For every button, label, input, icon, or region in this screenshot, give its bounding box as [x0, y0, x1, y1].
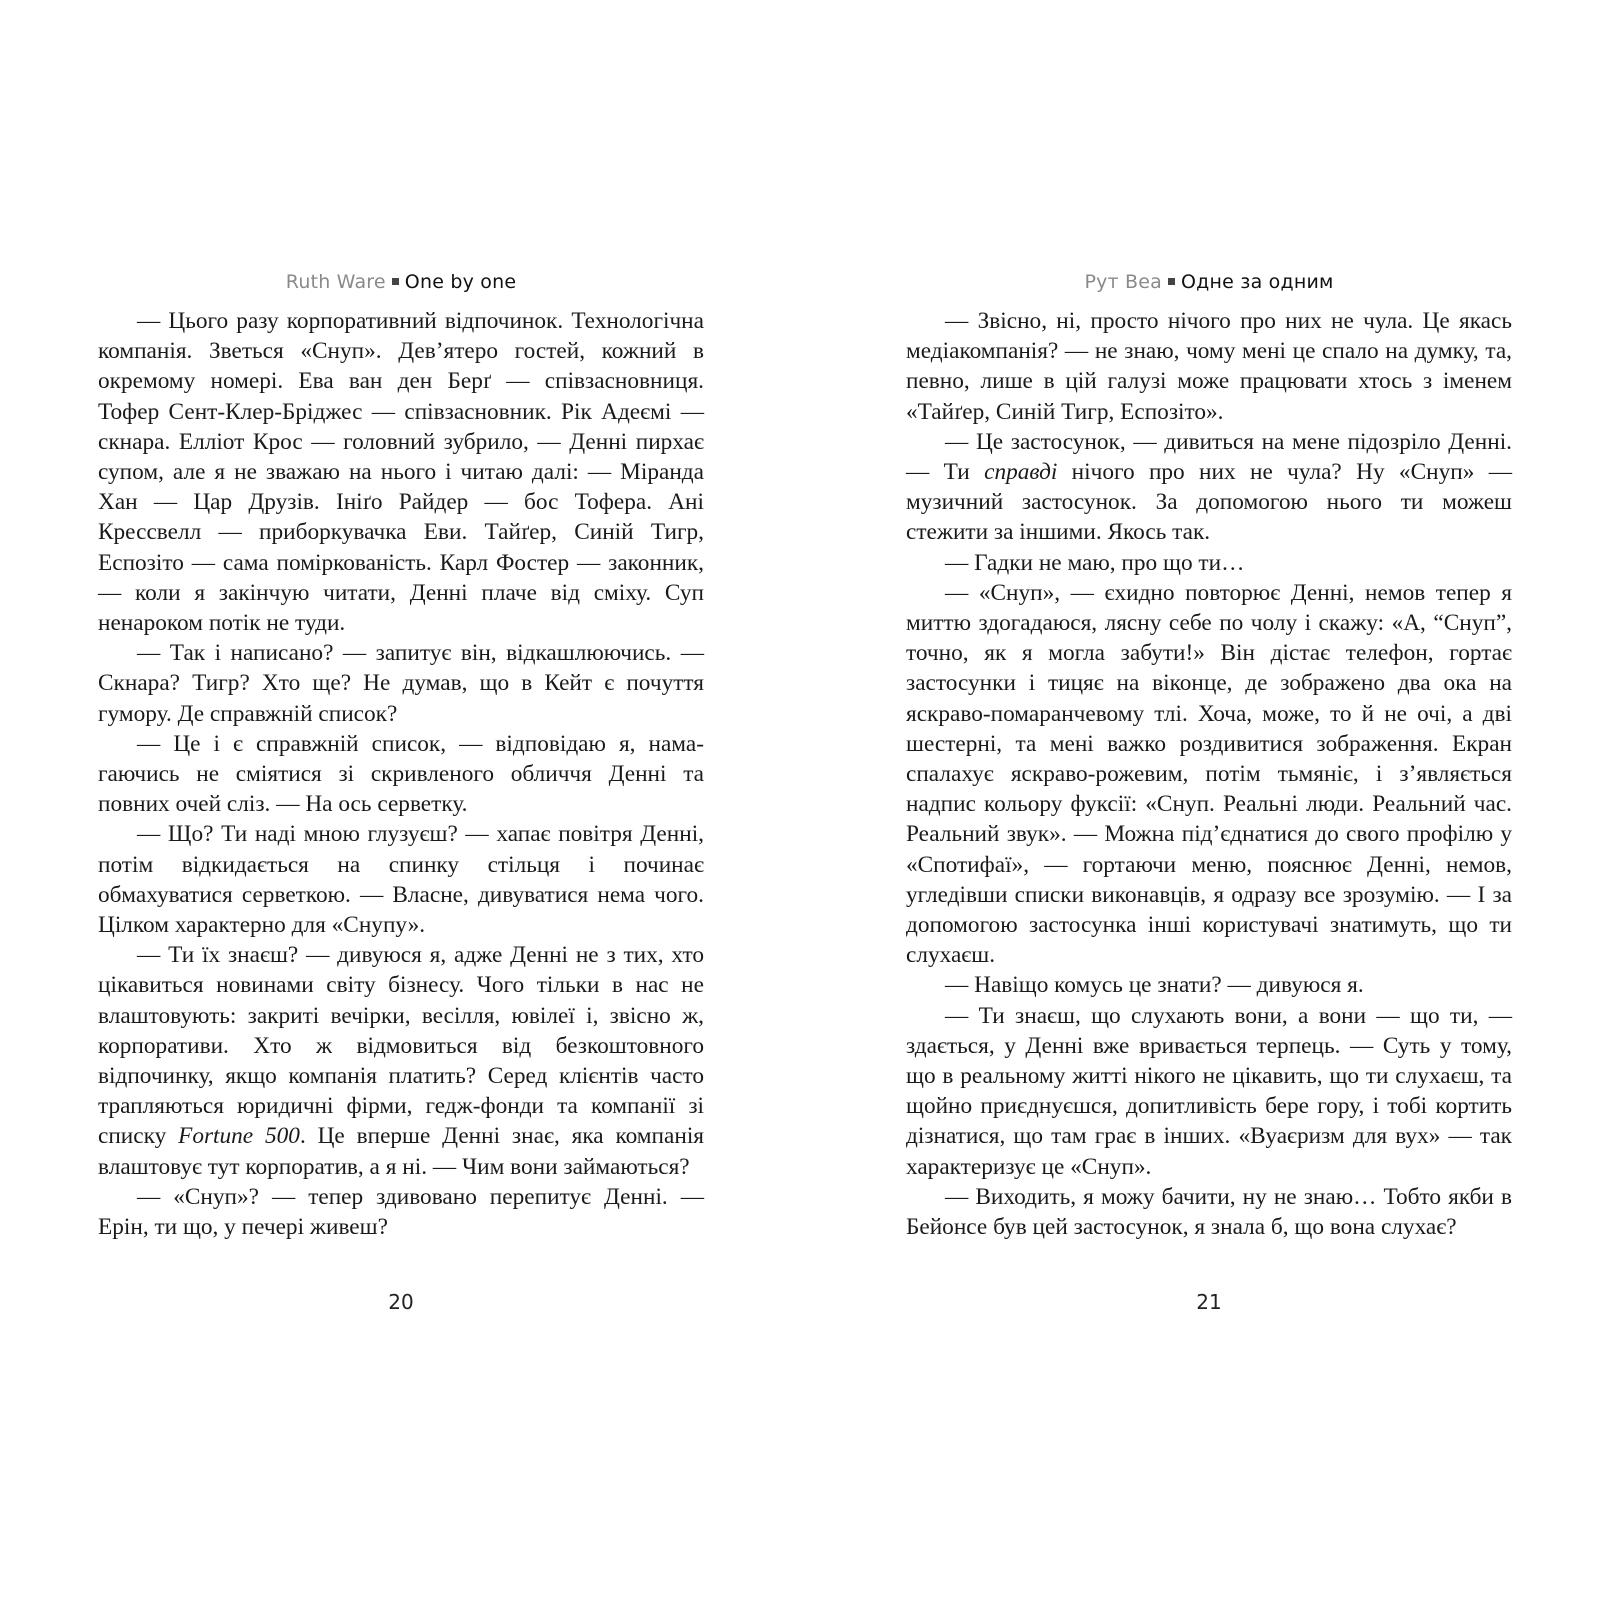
text-run: нічого про них не чула? Ну «Снуп» — музичний застосунок. За допомогою нього ти можеш стежити за іншими. Якось так. [906, 459, 1512, 546]
paragraph [98, 819, 704, 940]
paragraph [906, 427, 1512, 548]
paragraph [98, 638, 704, 729]
text-run: . Це вперше Денні знає, яка компанія влаштовує тут корпоратив, а я ні. — Чим вони займаються? [98, 1123, 705, 1180]
text-run: — Це і є справжній список, — відповідаю я, намагаючись не сміятися зі скривленого обличчя Денні та повних очей сліз. — На ось серветку. [98, 730, 704, 818]
paragraph [906, 306, 1512, 427]
paragraph [906, 548, 1512, 578]
left-page [98, 268, 704, 1242]
text-run: — Цього разу корпоративний відпочинок. Технологічна компанія. Зветься «Снуп». Дев’ятеро гостей, кожний в окремому номері. Ева ван ден Берґ — співзасновниця. Тофер Сент-Клер-Бріджес — співзасновник. Рік Адеємі — скнара. Елліот Крос — головний зубрило, — Денні пирхає супом, але я не зважаю на нього і читаю далі: — Міранда Хан — Цар Друзів. Ініґо Райдер — бос Тофера. Ані Крессвелл — приборкувачка Еви. Тайґер, Синій Тигр, Еспозіто — сама поміркованість. Карл Фостер — законник, — коли я закінчую читати, Денні плаче від сміху. Суп ненароком потік не туди. [98, 308, 704, 637]
text-run: — Навіщо комусь це знати? — дивуюся я. [945, 972, 1364, 999]
paragraph [906, 1001, 1512, 1182]
separator-square-icon [1168, 278, 1175, 285]
text-run: — Ти їх знаєш? — дивуюся я, адже Денні не з тих, хто цікавиться новинами світу бізнесу. Чого тільки в нас не влаштовують: закриті вечірки, весілля, ювілеї і, звісно ж, корпоративи. Хто ж відмовиться від безкоштовного відпочинку, якщо компанія платить? Серед клієнтів часто трапляються юридичні фірми, гедж-фонди та компанії зі списку [98, 942, 704, 1150]
text-run: — Гадки не маю, про що ти… [945, 549, 1245, 576]
paragraph [98, 1182, 704, 1242]
text-run: — Звісно, ні, просто нічого про них не чула. Це якась медіакомпанія? — не знаю, чому мені це спало на думку, та, певно, лише в цій галузі може працювати хтось з іменем «Тайґер, Синій Тигр, Еспозіто». [906, 308, 1512, 425]
text-run: — Так і написано? — запитує він, відкашлюючись. — Скнара? Тигр? Хто ще? Не думав, що в Кейт є почуття гумору. Де справжній список? [98, 640, 704, 727]
paragraph [98, 306, 704, 638]
page-number-left: 20 [388, 1290, 414, 1314]
body-text-right [906, 306, 1512, 1242]
italic-text: Fortune 500 [178, 1123, 300, 1150]
separator-square-icon [392, 278, 399, 285]
paragraph [98, 940, 704, 1182]
running-head-author: Ruth Ware [285, 271, 386, 293]
page-number-right: 21 [1196, 1290, 1222, 1314]
running-head-author: Рут Веа [1084, 271, 1163, 293]
text-run: — Що? Ти наді мною глузуєш? — хапає повітря Денні, потім відкидається на спинку стільця і починає обмахуватися серветкою. — Власне, дивуватися нема чого. Цілком характерно для «Снупу». [98, 821, 704, 939]
running-head-right [906, 268, 1512, 296]
text-run: — «Снуп»? — тепер здивовано перепитує Денні. — Ерін, ти що, у печері живеш? [98, 1183, 704, 1241]
running-head-title: One by one [404, 271, 517, 293]
text-run: — Це застосунок, — дивиться на мене підозріло Денні. — Ти [906, 428, 1512, 486]
body-text-left [98, 306, 704, 1242]
paragraph [906, 970, 1512, 1000]
text-run: — Виходить, я можу бачити, ну не знаю… Тобто якби в Бейонсе був цей застосунок, я знала б, що вона слухає? [906, 1183, 1512, 1241]
paragraph [98, 729, 704, 820]
running-head-title: Одне за одним [1181, 271, 1334, 293]
paragraph [906, 578, 1512, 971]
paragraph [906, 1182, 1512, 1242]
right-page [906, 268, 1512, 1242]
italic-text: справді [984, 459, 1058, 486]
text-run: — Ти знаєш, що слухають вони, а вони — що ти, — здається, у Денні вже вривається терпець. — Суть у тому, що в реальному житті нікого не цікавить, що ти слухаєш, та щойно приєднуєшся, допитливість бере гору, і тобі кортить дізнатися, що там грає в інших. «Вуаєризм для вух» — так характеризує це «Снуп». [906, 1002, 1512, 1180]
running-head-left [98, 268, 704, 296]
text-run: — «Снуп», — єхидно повторює Денні, немов тепер я миттю здогадаюся, лясну себе по чолу і скажу: «А, “Снуп”, точно, як я могла забути!» Він дістає телефон, гортає застосунки і тицяє на віконце, де зображено два ока на яскраво-помаранчевому тлі. Хоча, може, то й не очі, а дві шестерні, та мені важко роздивитися зображення. Екран спалахує яскраво-рожевим, потім тьмяніє, і з’являється надпис кольору фуксії: «Снуп. Реальні люди. Реальний час. Реальний звук». — Можна під’єднатися до свого профілю у «Спотифаї», — гортаючи меню, пояснює Денні, немов, угледівши списки виконавців, я одразу все зрозумію. — І за допомогою застосунка інші користувачі знатимуть, що ти слухаєш. [906, 579, 1512, 969]
